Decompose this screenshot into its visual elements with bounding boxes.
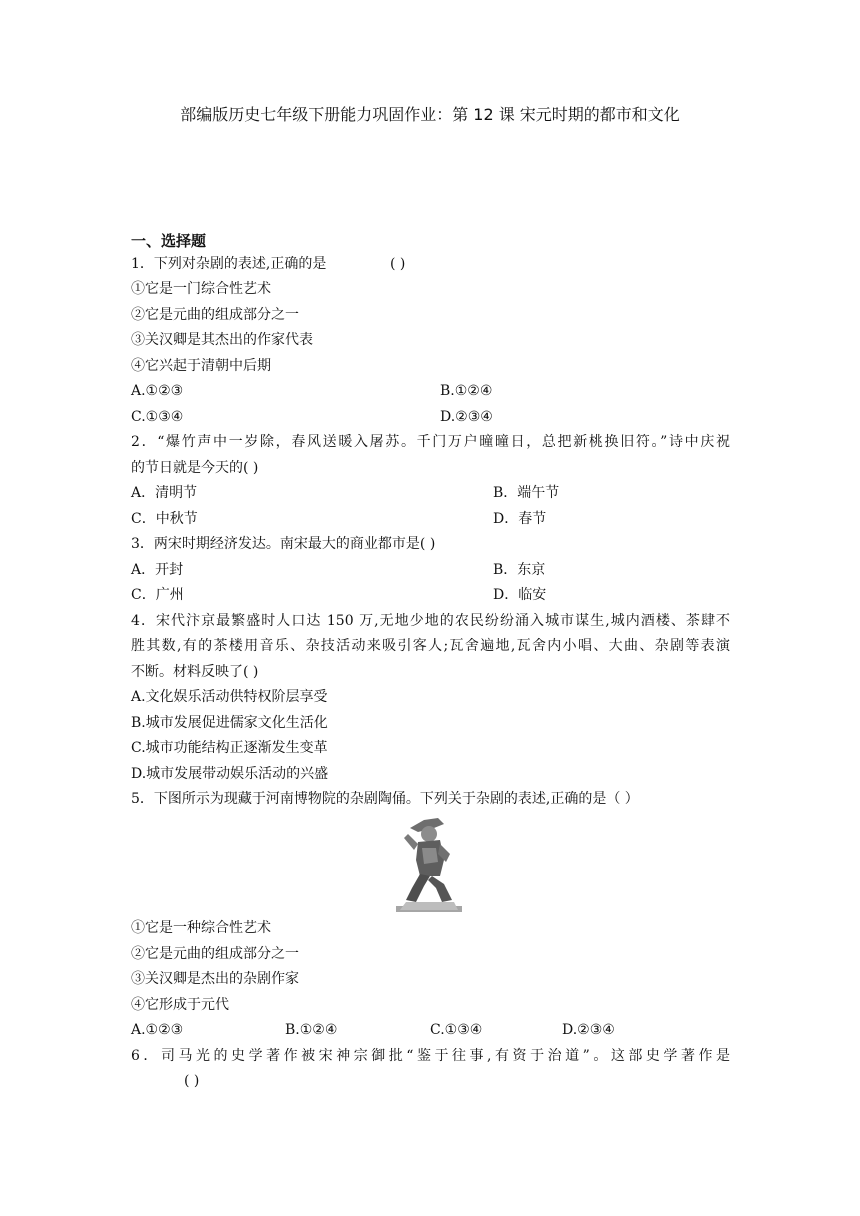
question-1-statement-1: ①它是一门综合性艺术 [131, 281, 271, 297]
question-4-stem-line-3: 不断。材料反映了( ) [131, 664, 259, 680]
section-heading: 一、选择题 [131, 232, 207, 250]
question-1-option-d[interactable]: D.②③④ [440, 409, 493, 425]
question-5-option-c[interactable]: C.①③④ [430, 1022, 483, 1038]
question-2-stem-line-2: 的节日就是今天的( ) [131, 460, 259, 476]
question-1-option-c[interactable]: C.①③④ [131, 409, 184, 425]
question-4-option-a[interactable]: A.文化娱乐活动供特权阶层享受 [131, 689, 328, 705]
page-title: 部编版历史七年级下册能力巩固作业：第 12 课 宋元时期的都市和文化 [180, 105, 680, 124]
question-1-statement-2: ②它是元曲的组成部分之一 [131, 307, 299, 323]
question-4-option-c[interactable]: C.城市功能结构正逐渐发生变革 [131, 740, 328, 756]
question-6-stem-line-2: ( ) [184, 1073, 200, 1089]
question-5-stem: 5．下图所示为现藏于河南博物院的杂剧陶俑。下列关于杂剧的表述,正确的是（ ） [131, 791, 639, 807]
question-5-statement-3: ③关汉卿是杰出的杂剧作家 [131, 971, 299, 987]
question-2-option-c[interactable]: C．中秋节 [131, 511, 198, 527]
question-1-option-b[interactable]: B.①②④ [440, 383, 493, 399]
question-4-stem-line-1: 4．宋代汴京最繁盛时人口达 150 万,无地少地的农民纷纷涌入城市谋生,城内酒楼、茶肆不 [131, 613, 730, 629]
question-3-option-c[interactable]: C．广州 [131, 587, 184, 603]
question-4-stem-line-2: 胜其数,有的茶楼用音乐、杂技活动来吸引客人;瓦舍遍地,瓦舍内小唱、大曲、杂剧等表演 [131, 638, 730, 654]
question-5-option-b[interactable]: B.①②④ [285, 1022, 338, 1038]
question-5-statement-1: ①它是一种综合性艺术 [131, 920, 271, 936]
question-2-option-b[interactable]: B．端午节 [493, 485, 560, 501]
question-1-text: 1．下列对杂剧的表述,正确的是 [131, 256, 327, 272]
question-2-option-d[interactable]: D．春节 [493, 511, 547, 527]
zaju-pottery-figurine-image [396, 814, 462, 912]
question-4-option-d[interactable]: D.城市发展带动娱乐活动的兴盛 [131, 766, 329, 782]
question-1-statement-4: ④它兴起于清朝中后期 [131, 358, 271, 374]
question-3-stem: 3．两宋时期经济发达。南宋最大的商业都市是( ) [131, 536, 436, 552]
question-3-option-b[interactable]: B．东京 [493, 562, 546, 578]
question-5-option-d[interactable]: D.②③④ [562, 1022, 615, 1038]
question-4-option-b[interactable]: B.城市发展促进儒家文化生活化 [131, 715, 328, 731]
question-5-statement-2: ②它是元曲的组成部分之一 [131, 946, 299, 962]
question-3-option-a[interactable]: A．开封 [131, 562, 184, 578]
question-1-answer-paren: ( ) [390, 256, 406, 272]
question-2-option-a[interactable]: A．清明节 [131, 485, 198, 501]
question-6-stem-line-1: 6．司马光的史学著作被宋神宗御批“鉴于往事,有资于治道”。这部史学著作是 [131, 1048, 730, 1064]
question-1-stem [131, 254, 406, 274]
question-2-stem-line-1: 2．“爆竹声中一岁除，春风送暖入屠苏。千门万户曈曈日，总把新桃换旧符。”诗中庆祝 [131, 434, 730, 450]
question-1-statement-3: ③关汉卿是其杰出的作家代表 [131, 332, 313, 348]
question-5-statement-4: ④它形成于元代 [131, 997, 229, 1013]
question-1-option-a[interactable]: A.①②③ [131, 383, 184, 399]
question-5-option-a[interactable]: A.①②③ [131, 1022, 184, 1038]
question-3-option-d[interactable]: D．临安 [493, 587, 547, 603]
